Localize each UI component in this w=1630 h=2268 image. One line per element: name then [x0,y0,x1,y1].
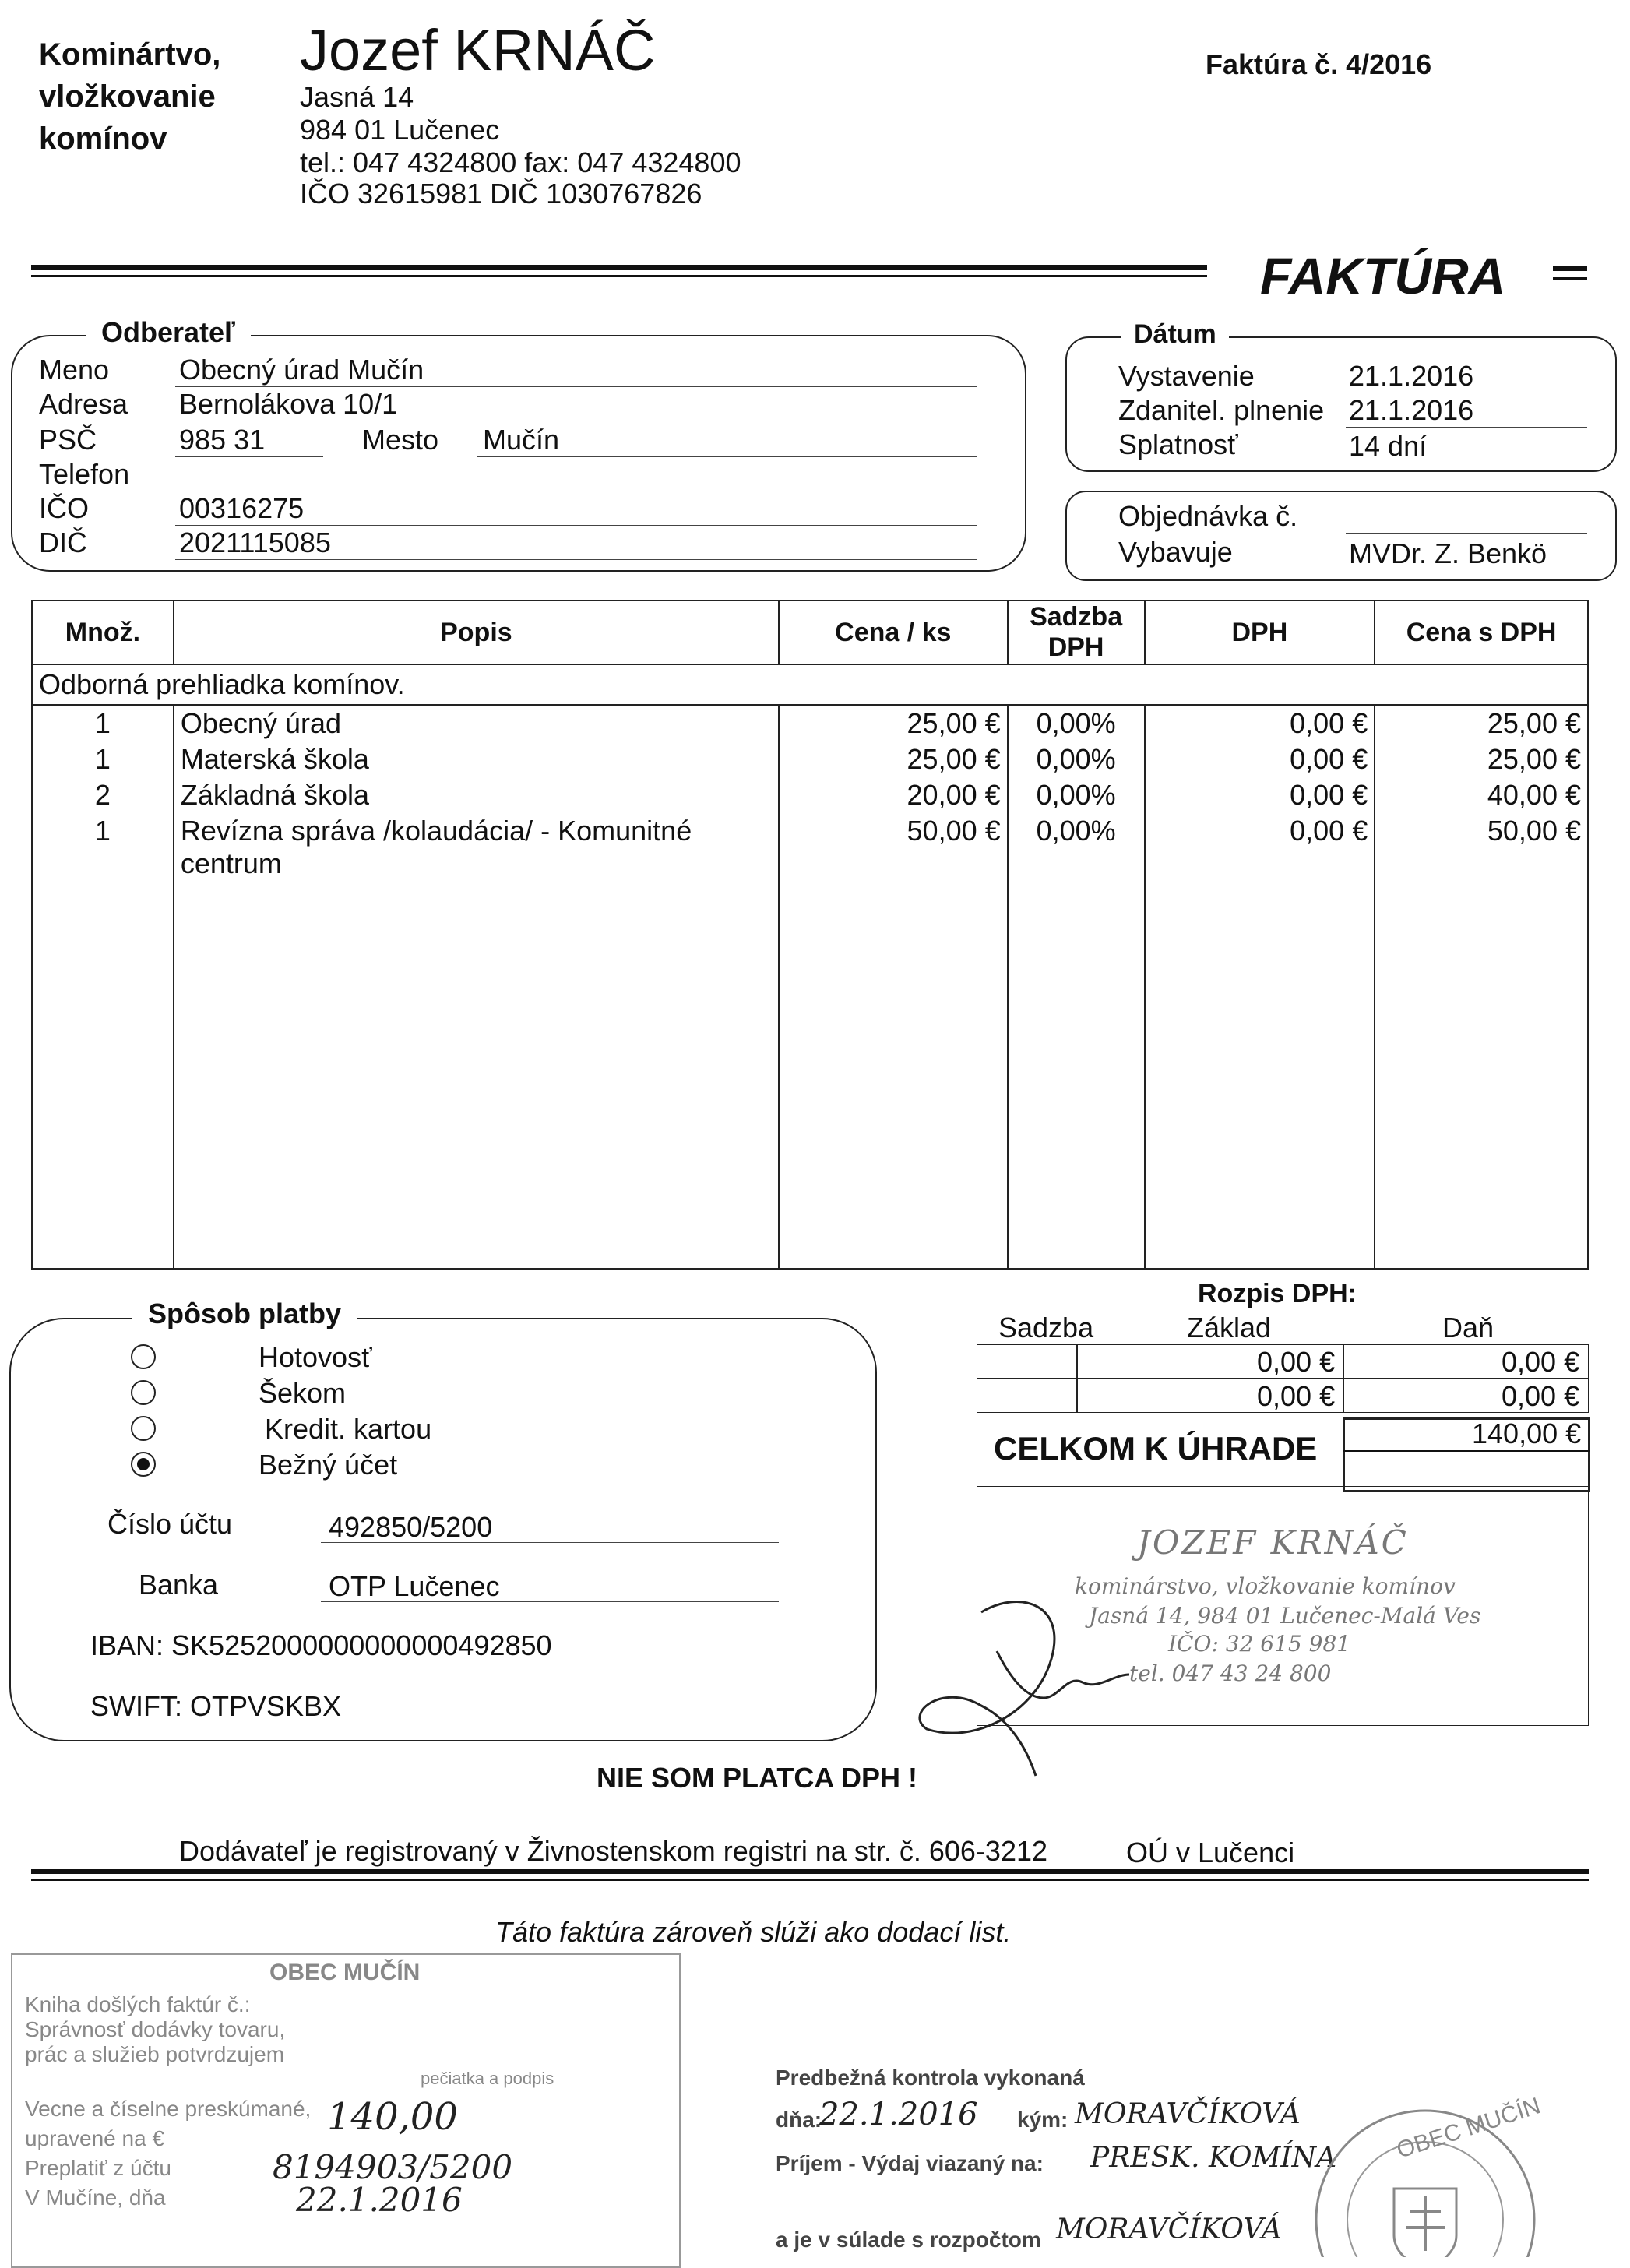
buyer-section-title: Odberateľ [86,316,251,349]
row-price: 20,00 € [779,777,1008,813]
seal-text: OBEC MUČÍN [1393,2093,1544,2164]
title-dash [1553,266,1587,271]
buyer-ico-line [175,525,977,526]
row-vat: 0,00 € [1145,813,1375,882]
row-price: 25,00 € [779,741,1008,777]
signature-icon [911,1589,1168,1807]
header-price: Cena / ks [779,600,1008,664]
vat-grid-col1 [1076,1344,1078,1413]
supplier-street: Jasná 14 [300,81,414,113]
control-by: MORAVČÍKOVÁ [1075,2098,1301,2130]
radio-bank-account[interactable] [131,1452,156,1477]
buyer-zip: 985 31 [179,424,266,456]
stamp-line4: IČO: 32 615 981 [1168,1631,1351,1657]
supplier-ids: IČO 32615981 DIČ 1030767826 [300,178,702,210]
control-date-label: dňa: [776,2108,822,2132]
control-income: PRESK. KOMÍNA [1090,2142,1337,2174]
invoice-number: Faktúra č. 4/2016 [1206,48,1432,80]
buyer-ico: 00316275 [179,492,305,524]
row-desc: Obecný úrad [174,705,779,741]
registry-note: Dodávateľ je registrovaný v Živnostenskom registri na str. č. 606-3212 [179,1835,1048,1867]
control-budget-by: MORAVČÍKOVÁ [1056,2213,1282,2245]
option-bank-account: Bežný účet [259,1449,398,1481]
trade-line-3: komínov [39,122,167,156]
invoice-title: FAKTÚRA [1260,247,1506,305]
buyer-phone-label: Telefon [39,458,130,490]
row-qty: 1 [32,741,174,777]
registry-office: OÚ v Lučenci [1126,1837,1295,1868]
stamp-line2: kominárstvo, vložkovanie komínov [1075,1573,1456,1599]
municipal-l2: Správnosť dodávky tovaru, [25,2017,286,2041]
buyer-dic-label: DIČ [39,526,87,558]
header-desc: Popis [174,600,779,664]
vat-row1-base: 0,00 € [1257,1346,1336,1378]
order-label: Objednávka č. [1118,500,1298,532]
municipal-l1: Kniha došlých faktúr č.: [25,1992,251,2016]
header-rate-line1: Sadzba [1030,602,1123,632]
option-cheque: Šekom [259,1377,347,1409]
bank-label: Banka [139,1569,219,1601]
row-desc: Materská škola [174,741,779,777]
row-vat: 0,00 € [1145,741,1375,777]
option-card: Kredit. kartou [265,1413,432,1445]
table-filler-row [32,882,1588,1269]
row-total: 50,00 € [1375,813,1588,882]
buyer-name-label: Meno [39,354,110,386]
items-table [31,600,1589,1270]
table-row [32,741,1588,777]
row-rate: 0,00% [1008,705,1145,741]
stamp-line5: tel. 047 43 24 800 [1129,1660,1332,1686]
delivery-date: 21.1.2016 [1349,394,1474,426]
bank-line [321,1601,779,1602]
table-header-row [32,600,1588,664]
row-qty: 1 [32,813,174,882]
control-budget-label: a je v súlade s rozpočtom [776,2228,1041,2252]
row-total: 40,00 € [1375,777,1588,813]
total-label: CELKOM K ÚHRADE [994,1430,1318,1467]
stamp-line1: JOZEF KRNÁČ [1137,1523,1409,1562]
control-date: 22.1.2016 [819,2097,978,2132]
table-row [32,777,1588,813]
header-rate-line2: DPH [1047,632,1104,662]
row-vat: 0,00 € [1145,705,1375,741]
footer-rule-thin [31,1879,1589,1881]
control-by-label: kým: [1017,2108,1068,2132]
row-desc: Revízna správa /kolaudácia/ - Komunitné [180,815,692,847]
delivery-note: Táto faktúra zároveň slúži ako dodací list. [495,1916,1012,1948]
municipal-sig-label: pečiatka a podpis [421,2069,554,2088]
title-dash-thin [1553,277,1587,280]
vat-tax-label: Daň [1442,1312,1494,1344]
row-total: 25,00 € [1375,741,1588,777]
delivery-line [1346,427,1587,428]
municipal-l6: Preplatiť z účtu [25,2156,171,2180]
row-rate: 0,00% [1008,813,1145,882]
trade-line-1: Kominártvo, [39,37,221,72]
buyer-name-line [175,386,977,387]
buyer-city: Mučín [483,424,560,456]
handler-value: MVDr. Z. Benkö [1349,537,1547,569]
group-label: Odborná prehliadka komínov. [32,664,1588,705]
total-box-divider [1343,1450,1590,1452]
supplier-name: Jozef KRNÁČ [300,18,656,83]
issued-date: 21.1.2016 [1349,360,1474,392]
stamp-line3: Jasná 14, 984 01 Lučenec-Malá Ves [1089,1603,1481,1629]
header-qty: Množ. [32,600,174,664]
bank-value: OTP Lučenec [329,1570,500,1602]
row-price: 50,00 € [779,813,1008,882]
trade-line-2: vložkovanie [39,79,216,114]
vat-summary-title: Rozpis DPH: [1198,1279,1357,1308]
municipal-l3: prác a služieb potvrdzujem [25,2042,285,2066]
supplier-contact: tel.: 047 4324800 fax: 047 4324800 [300,146,741,178]
no-vat-note: NIE SOM PLATCA DPH ! [597,1762,917,1794]
municipal-l5: upravené na € [25,2126,165,2150]
row-desc: Základná škola [174,777,779,813]
due-value: 14 dní [1349,430,1428,462]
row-desc-cont: centrum [180,847,282,879]
buyer-zip-label: PSČ [39,424,97,456]
control-income-label: Príjem - Výdaj viazaný na: [776,2151,1044,2175]
buyer-address: Bernolákova 10/1 [179,388,398,420]
iban: IBAN: SK5252000000000000492850 [90,1629,552,1661]
issued-label: Vystavenie [1118,360,1255,392]
header-total: Cena s DPH [1375,600,1588,664]
header-rule-thin [31,275,1207,277]
payment-section-title: Spôsob platby [132,1298,357,1330]
municipal-account: 8194903/5200 [273,2148,513,2186]
account-value: 492850/5200 [329,1511,493,1543]
buyer-ico-label: IČO [39,492,90,524]
row-total: 25,00 € [1375,705,1588,741]
row-price: 25,00 € [779,705,1008,741]
control-title: Predbežná kontrola vykonaná [776,2066,1085,2090]
supplier-city: 984 01 Lučenec [300,114,500,146]
municipal-l7: V Mučíne, dňa [25,2185,166,2210]
delivery-label: Zdanitel. plnenie [1118,394,1325,426]
swift: SWIFT: OTPVSKBX [90,1690,342,1722]
total-value: 140,00 € [1472,1418,1582,1449]
dates-section-title: Dátum [1121,319,1229,350]
group-row [32,664,1588,705]
radio-card[interactable] [131,1416,156,1441]
row-rate: 0,00% [1008,777,1145,813]
buyer-zip-line [175,456,323,457]
vat-row2-base: 0,00 € [1257,1380,1336,1412]
account-label: Číslo účtu [107,1508,233,1540]
radio-cash[interactable] [131,1344,156,1369]
buyer-name: Obecný úrad Mučín [179,354,424,386]
buyer-address-label: Adresa [39,388,128,420]
municipal-l4: Vecne a číselne preskúmané, [25,2097,312,2121]
option-cash: Hotovosť [259,1341,372,1373]
vat-row1-tax: 0,00 € [1502,1346,1580,1378]
radio-cheque[interactable] [131,1380,156,1405]
account-line [321,1542,779,1543]
buyer-dic-line [175,559,977,560]
buyer-city-label: Mesto [362,424,439,456]
vat-rate-label: Sadzba [998,1312,1094,1344]
header-vat: DPH [1145,600,1375,664]
header-rate [1008,600,1145,664]
municipal-date: 22.1.2016 [296,2181,463,2219]
row-rate: 0,00% [1008,741,1145,777]
due-label: Splatnosť [1118,428,1238,460]
table-row [32,813,1588,882]
vat-row2-tax: 0,00 € [1502,1380,1580,1412]
row-desc-cell [174,813,779,882]
municipal-amount: 140,00 [327,2095,458,2139]
vat-grid-col2 [1343,1344,1344,1413]
row-qty: 2 [32,777,174,813]
row-vat: 0,00 € [1145,777,1375,813]
row-qty: 1 [32,705,174,741]
municipal-title: OBEC MUČÍN [269,1960,421,1985]
vat-base-label: Základ [1187,1312,1272,1344]
buyer-dic: 2021115085 [179,526,331,558]
footer-rule [31,1869,1589,1874]
handler-label: Vybavuje [1118,536,1233,568]
buyer-city-line [477,456,977,457]
order-line [1346,533,1587,534]
table-row [32,705,1588,741]
header-rule [31,265,1207,270]
